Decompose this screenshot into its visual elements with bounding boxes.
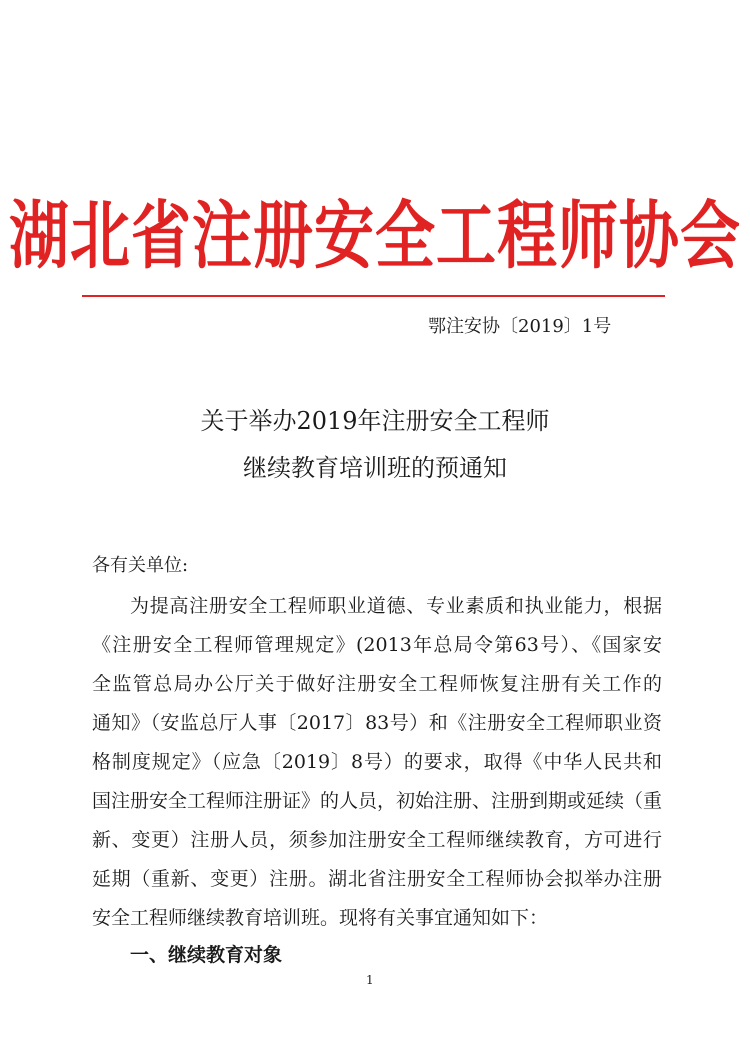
body-paragraph-line: 新、变更）注册人员，须参加注册安全工程师继续教育，方可进行 xyxy=(92,829,662,851)
body-paragraph-line: 通知》（安监总厅人事〔2017〕83号）和《注册安全工程师职业资 xyxy=(92,712,662,734)
body-paragraph-line: 《注册安全工程师管理规定》(2013年总局令第63号）、《国家安 xyxy=(92,634,662,656)
page-number: 1 xyxy=(366,973,374,987)
document-number: 鄂注安协〔2019〕1号 xyxy=(428,316,612,337)
letterhead-title: 湖北省注册安全工程师协会 xyxy=(9,193,741,280)
document-title-line-2: 继续教育培训班的预通知 xyxy=(243,454,507,482)
section-heading: 一、继续教育对象 xyxy=(130,944,283,966)
body-paragraph-line: 为提高注册安全工程师职业道德、专业素质和执业能力，根据 xyxy=(130,595,662,617)
body-paragraph-line: 格制度规定》（应急〔2019〕8号）的要求，取得《中华人民共和 xyxy=(92,751,662,773)
body-paragraph-line: 安全工程师继续教育培训班。现将有关事宜通知如下： xyxy=(92,907,549,929)
letterhead-divider xyxy=(82,295,665,297)
body-paragraph-line: 全监管总局办公厅关于做好注册安全工程师恢复注册有关工作的 xyxy=(92,673,662,695)
salutation: 各有关单位: xyxy=(92,555,189,576)
body-paragraph-line: 国注册安全工程师注册证》的人员，初始注册、注册到期或延续（重 xyxy=(92,790,663,812)
document-title-line-1: 关于举办2019年注册安全工程师 xyxy=(200,407,550,435)
body-paragraph-line: 延期（重新、变更）注册。湖北省注册安全工程师协会拟举办注册 xyxy=(92,868,662,890)
